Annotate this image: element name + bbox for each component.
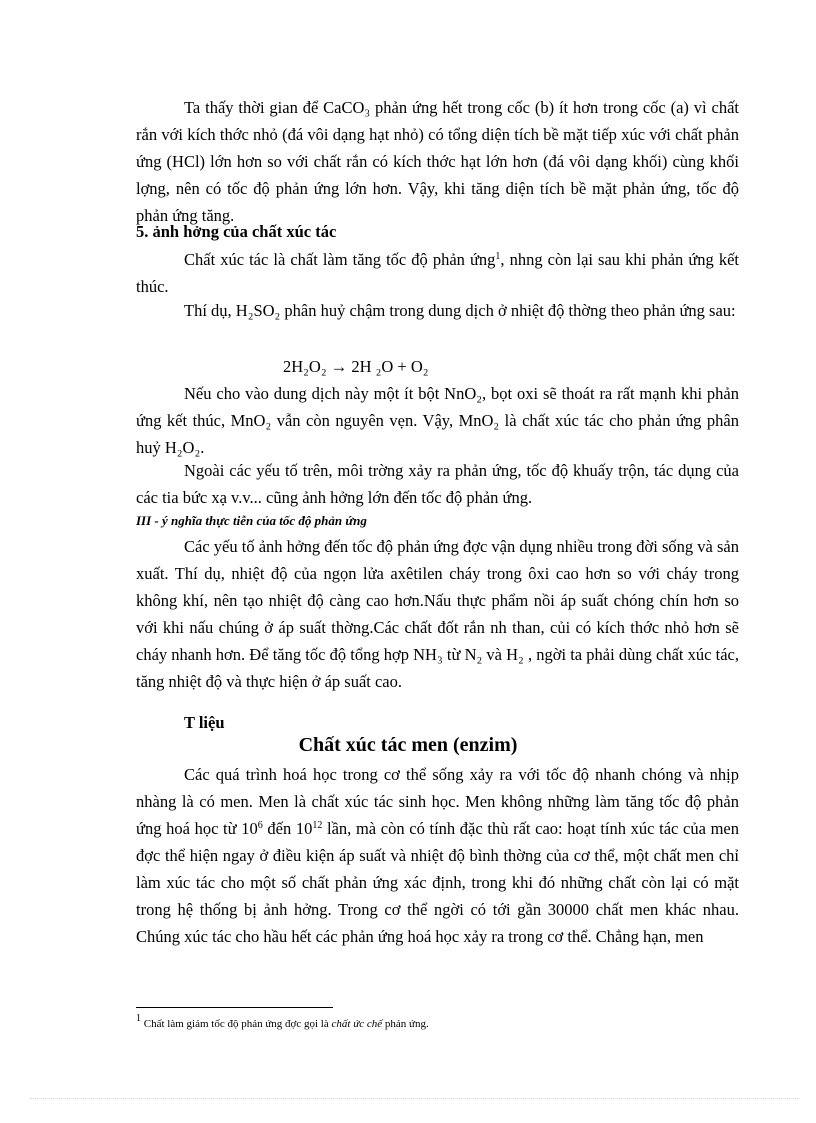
footnote-text-a: Chất làm giảm tốc độ phản ứng đợc gọi là: [143, 1018, 332, 1030]
paragraph-catalyst-definition: [136, 246, 739, 300]
reaction-equation: 2H₂O₂ → 2H ₂O + O₂: [283, 357, 429, 376]
example-decomposition-text: Thí dụ, H₂SO₂ phân huỷ chậm trong dung dịch ở nhiệt độ thờng theo phản ứng sau:: [184, 301, 736, 320]
exponent-6: 6: [257, 820, 263, 831]
enzyme-text-a: Các quá trình hoá học trong cơ thể sống xảy ra với tốc độ nhanh chóng và nhịp nhàng là có men. Men là chất xúc tác sinh học. Men không những làm tăng tốc độ phản ứng hoá học từ 10: [136, 765, 739, 838]
footnote-text-b: phản ứng.: [382, 1018, 429, 1030]
catalyst-definition-text: Chất xúc tác là chất làm tăng tốc độ phản ứng: [184, 250, 496, 269]
heading-catalyst-effect: 5. ảnh hởng của chất xúc tác: [136, 222, 337, 241]
reference-label: T liệu: [184, 713, 225, 732]
footnote-reference[interactable]: 1: [495, 251, 501, 262]
catalyst-definition-text-cont: , nhng còn lại sau khi phản ứng kết thúc.: [136, 250, 739, 296]
mno2-catalyst-text: Nếu cho vào dung dịch này một ít bột NnO₂, bọt oxi sẽ thoát ra rất mạnh khi phản ứng kết thúc, MnO₂ vẫn còn nguyên vẹn. Vậy, MnO₂ là chất xúc tác cho phản ứng phân huỷ H₂O₂.: [136, 384, 739, 457]
enzyme-text-c: lần, mà còn có tính đặc thù rất cao: hoạt tính xúc tác của men đợc thể hiện ngay ở điều kiện áp suất và nhiệt độ bình thờng của cơ thể, một chất men chỉ làm xúc tác cho một số chất phản ứng xác định, trong khi đó những chất còn lại có mặt trong hệ thống bị ảnh hởng. Trong cơ thể ngời có tới gần 30000 chất men khác nhau. Chúng xúc tác cho hầu hết các phản ứng hoá học xảy ra trong cơ thể. Chẳng hạn, men: [136, 819, 739, 946]
exponent-12: 12: [312, 820, 323, 831]
enzyme-text-b: đến 10: [262, 819, 313, 838]
paragraph-example-decomposition: [136, 297, 739, 324]
footnote-text-italic: chất ức chế: [331, 1018, 383, 1030]
applications-text: Các yếu tố ảnh hởng đến tốc độ phản ứng đợc vận dụng nhiều trong đời sống và sản xuất. Thí dụ, nhiệt độ của ngọn lửa axêtilen cháy trong ôxi cao hơn so với cháy trong không khí, nên tạo nhiệt độ càng cao hơn.Nấu thực phẩm nồi áp suất chóng chín hơn so với khi nấu chúng ở áp suất thờng.Các chất đốt rắn nh than, củi có kích thớc nhỏ hơn sẽ cháy nhanh hơn. Để tăng tốc độ tổng hợp NH₃ từ N₂ và H₂ , ngời ta phải dùng chất xúc tác, tăng nhiệt độ và thực hiện ở áp suất cao.: [136, 537, 739, 691]
paragraph-applications: [136, 533, 739, 695]
paragraph-surface-area-text: Ta thấy thời gian để CaCO₃ phản ứng hết trong cốc (b) ít hơn trong cốc (a) vì chất rắn với kích thớc nhỏ (đá vôi dạng hạt nhỏ) có tổng diện tích bề mặt tiếp xúc với chất phản ứng (HCl) lớn hơn so với chất rắn có kích thớc hạt lớn hơn (đá vôi dạng khối) cùng khối lợng, nên có tốc độ phản ứng lớn hơn. Vậy, khi tăng diện tích bề mặt phản ứng, tốc độ phản ứng tăng.: [136, 98, 739, 225]
other-factors-text: Ngoài các yếu tố trên, môi trờng xảy ra phản ứng, tốc độ khuấy trộn, tác dụng của các tia bức xạ v.v... cũng ảnh hởng lớn đến tốc độ phản ứng.: [136, 461, 739, 507]
paragraph-mno2-catalyst: [136, 380, 739, 461]
section-title-enzyme: Chất xúc tác men (enzim): [298, 734, 518, 756]
paragraph-enzyme: [136, 761, 739, 950]
footnote-number: 1: [136, 1013, 141, 1024]
footnote-separator: [136, 1007, 333, 1008]
page-bottom-dotted-border: [30, 1098, 800, 1099]
heading-practical-significance: III - ý nghĩa thực tiễn của tốc độ phản ứng: [136, 513, 367, 528]
footnote: [136, 1013, 429, 1032]
paragraph-other-factors: [136, 457, 739, 511]
paragraph-surface-area: [136, 94, 739, 229]
